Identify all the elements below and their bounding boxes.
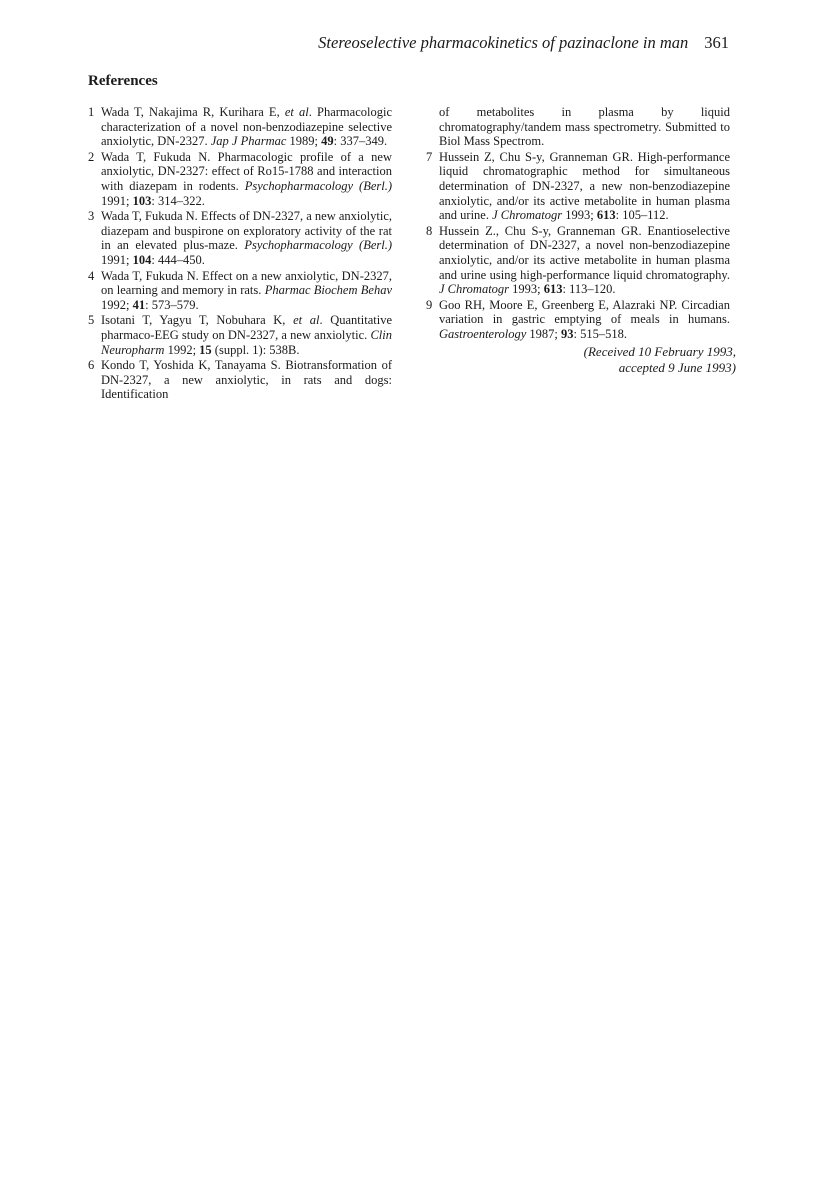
reference-volume: 93 bbox=[561, 326, 574, 341]
reference-number: 4 bbox=[88, 268, 95, 283]
reference-year: 1991; bbox=[101, 252, 130, 267]
reference-year: 1987; bbox=[529, 326, 558, 341]
reference-volume: 103 bbox=[132, 193, 152, 208]
reference-9 bbox=[426, 298, 730, 342]
reference-pages: : 573–579. bbox=[145, 297, 199, 312]
reference-journal: J Chromatogr bbox=[439, 282, 510, 297]
reference-year: 1992; bbox=[101, 297, 130, 312]
reference-pages: : 314–322. bbox=[151, 193, 205, 208]
reference-journal: J Chromatogr bbox=[492, 208, 563, 223]
reference-year: 1993; bbox=[565, 208, 594, 223]
reference-pages: : 113–120. bbox=[562, 282, 616, 297]
reference-year: 1989; bbox=[289, 134, 318, 149]
reference-number: 6 bbox=[88, 358, 95, 373]
reference-title: . Pharmacologic characterization of a novel non-benzodiazepine selective anxiolytic, DN-2327. bbox=[101, 105, 392, 149]
reference-authors: Isotani T, Yagyu T, Nobuhara K, bbox=[101, 313, 286, 328]
reference-6 bbox=[88, 358, 392, 402]
reference-etal: et al bbox=[293, 313, 320, 328]
reference-journal: Psychopharmacology (Berl.) bbox=[244, 178, 393, 193]
reference-journal: Pharmac Biochem Behav bbox=[264, 283, 393, 298]
reference-3 bbox=[88, 209, 392, 267]
reference-1 bbox=[88, 105, 392, 149]
reference-year: 1993; bbox=[512, 282, 541, 297]
reference-title: . Quantitative pharmaco-EEG study on DN-2327, a new anxiolytic. bbox=[101, 313, 392, 342]
reference-journal: Psychopharmacology (Berl.) bbox=[244, 238, 393, 253]
reference-year: 1991; bbox=[101, 193, 130, 208]
reference-volume: 613 bbox=[543, 282, 563, 297]
reference-text-continuation: of metabolites in plasma by liquid chromatography/tandem mass spectrometry. Submitted to Biol Mass Spectrom. bbox=[439, 105, 730, 149]
references-column-right bbox=[426, 105, 730, 343]
reference-pages: (suppl. 1): 538B. bbox=[211, 342, 300, 357]
received-note bbox=[480, 344, 736, 375]
accepted-date: accepted 9 June 1993) bbox=[618, 359, 736, 375]
references-heading: References bbox=[88, 73, 158, 89]
reference-5 bbox=[88, 313, 392, 357]
reference-text: Goo RH, Moore E, Greenberg E, Alazraki NP. Circadian variation in gastric emptying of meals in humans. bbox=[439, 297, 730, 327]
reference-volume: 41 bbox=[132, 297, 146, 312]
reference-text: Hussein Z, Chu S-y, Granneman GR. High-performance liquid chromatographic method for simultaneous determination of DN-2327, a new non-benzodiazepine anxiolytic, and/or its active metabolite in human plasma and urine. bbox=[439, 149, 730, 223]
reference-text: Wada T, Fukuda N. Effects of DN-2327, a new anxiolytic, diazepam and buspirone on exploratory activity of the rat in an elevated plus-maze. bbox=[101, 209, 392, 253]
reference-7 bbox=[426, 150, 730, 223]
reference-journal: Jap J Pharmac bbox=[210, 134, 287, 149]
reference-volume: 613 bbox=[596, 208, 616, 223]
reference-pages: : 105–112. bbox=[615, 208, 669, 223]
reference-pages: : 337–349. bbox=[333, 134, 388, 149]
page-number: 361 bbox=[704, 33, 729, 52]
reference-6-continuation bbox=[426, 105, 730, 149]
running-header bbox=[316, 33, 729, 53]
reference-number: 7 bbox=[426, 149, 433, 164]
reference-journal: Gastroenterology bbox=[439, 326, 527, 341]
reference-number: 9 bbox=[426, 297, 433, 312]
running-title: Stereoselective pharmacokinetics of pazinaclone in man bbox=[318, 33, 689, 52]
reference-4 bbox=[88, 269, 392, 313]
reference-text: Wada T, Fukuda N. Pharmacologic profile of a new anxiolytic, DN-2327: effect of Ro15-1788 and interaction with diazepam in rodents. bbox=[101, 149, 392, 193]
reference-text: Kondo T, Yoshida K, Tanayama S. Biotransformation of DN-2327, a new anxiolytic, in rats and dogs: Identification bbox=[101, 358, 392, 402]
reference-number: 8 bbox=[426, 223, 433, 238]
reference-text: Wada T, Fukuda N. Effect on a new anxiolytic, DN-2327, on learning and memory in rats. bbox=[101, 268, 392, 298]
reference-pages: : 515–518. bbox=[573, 326, 627, 341]
reference-number: 2 bbox=[88, 149, 95, 164]
received-date: (Received 10 February 1993, bbox=[583, 344, 736, 359]
reference-number: 1 bbox=[88, 105, 95, 119]
reference-volume: 49 bbox=[321, 134, 334, 149]
reference-number: 5 bbox=[88, 313, 95, 328]
references-column-left bbox=[88, 105, 392, 403]
reference-authors: Wada T, Nakajima R, Kurihara E, bbox=[101, 105, 280, 119]
reference-etal: et al bbox=[284, 105, 309, 119]
reference-volume: 104 bbox=[132, 252, 152, 267]
reference-8 bbox=[426, 224, 730, 297]
reference-year: 1992; bbox=[167, 342, 197, 357]
reference-volume: 15 bbox=[199, 342, 212, 357]
reference-2 bbox=[88, 150, 392, 208]
reference-pages: : 444–450. bbox=[151, 252, 205, 267]
reference-journal: Clin Neuropharm bbox=[101, 327, 393, 357]
reference-text: Hussein Z., Chu S-y, Granneman GR. Enantioselective determination of DN-2327, a novel non-benzodiazepine anxiolytic, and/or its active metabolite in human plasma and urine using high-performance liquid chromatography. bbox=[439, 223, 730, 282]
reference-number: 3 bbox=[88, 209, 95, 224]
